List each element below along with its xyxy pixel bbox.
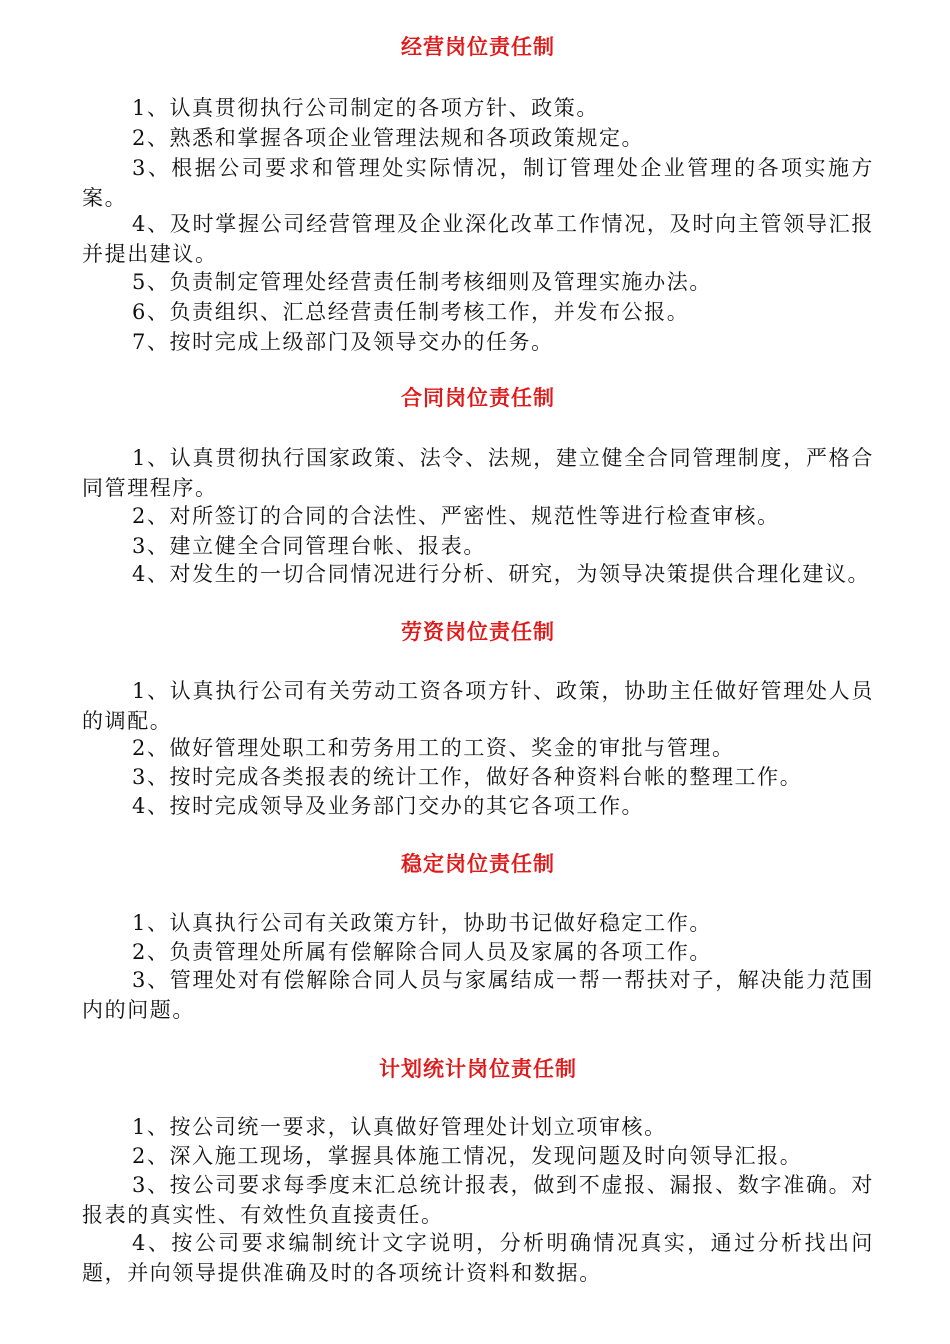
contract-item-3: 3、建立健全合同管理台帐、报表。 — [132, 534, 486, 558]
stability-item-1: 1、认真执行公司有关政策方针，协助书记做好稳定工作。 — [132, 911, 712, 935]
section-title-contract: 合同岗位责任制 — [401, 386, 555, 410]
labor-item-3: 3、按时完成各类报表的统计工作，做好各种资料台帐的整理工作。 — [132, 765, 803, 789]
stability-item-2: 2、负责管理处所属有偿解除合同人员及家属的各项工作。 — [132, 940, 712, 964]
operations-item-4: 4、及时掌握公司经营管理及企业深化改革工作情况，及时向主管领导汇报并提出建议。 — [82, 212, 874, 266]
contract-item-1: 1、认真贯彻执行国家政策、法令、法规，建立健全合同管理制度，严格合同管理程序。 — [82, 446, 874, 500]
section-title-operations: 经营岗位责任制 — [401, 35, 555, 59]
section-title-planning: 计划统计岗位责任制 — [379, 1057, 577, 1081]
planning-item-3: 3、按公司要求每季度末汇总统计报表，做到不虚报、漏报、数字准确。对报表的真实性、有效性负直接责任。 — [82, 1173, 874, 1227]
operations-item-5: 5、负责制定管理处经营责任制考核细则及管理实施办法。 — [132, 270, 712, 294]
planning-item-1: 1、按公司统一要求，认真做好管理处计划立项审核。 — [132, 1115, 667, 1139]
contract-item-4: 4、对发生的一切合同情况进行分析、研究，为领导决策提供合理化建议。 — [132, 562, 871, 586]
section-title-labor: 劳资岗位责任制 — [401, 620, 555, 644]
operations-item-1: 1、认真贯彻执行公司制定的各项方针、政策。 — [132, 96, 599, 120]
operations-item-2: 2、熟悉和掌握各项企业管理法规和各项政策规定。 — [132, 126, 645, 150]
section-title-stability: 稳定岗位责任制 — [401, 852, 555, 876]
stability-item-3: 3、管理处对有偿解除合同人员与家属结成一帮一帮扶对子，解决能力范围内的问题。 — [82, 968, 874, 1022]
planning-item-2: 2、深入施工现场，掌握具体施工情况，发现问题及时向领导汇报。 — [132, 1144, 803, 1168]
operations-item-7: 7、按时完成上级部门及领导交办的任务。 — [132, 330, 554, 354]
labor-item-4: 4、按时完成领导及业务部门交办的其它各项工作。 — [132, 794, 645, 818]
labor-item-1: 1、认真执行公司有关劳动工资各项方针、政策，协助主任做好管理处人员的调配。 — [82, 679, 874, 733]
planning-item-4: 4、按公司要求编制统计文字说明，分析明确情况真实，通过分析找出问题，并向领导提供准确及时的各项统计资料和数据。 — [82, 1231, 874, 1285]
contract-item-2: 2、对所签订的合同的合法性、严密性、规范性等进行检查审核。 — [132, 504, 780, 528]
labor-item-2: 2、做好管理处职工和劳务用工的工资、奖金的审批与管理。 — [132, 736, 735, 760]
operations-item-6: 6、负责组织、汇总经营责任制考核工作，并发布公报。 — [132, 300, 690, 324]
operations-item-3: 3、根据公司要求和管理处实际情况，制订管理处企业管理的各项实施方案。 — [82, 156, 874, 210]
